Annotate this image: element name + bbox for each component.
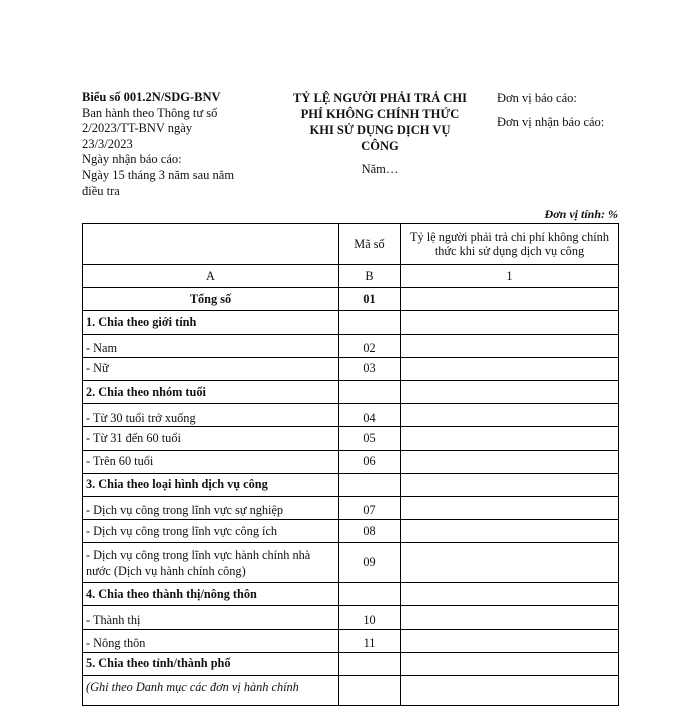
form-code: Biểu số 001.2N/SDG-BNV bbox=[82, 90, 221, 104]
row-note: (Ghi theo Danh mục các đơn vị hành chính bbox=[83, 676, 339, 706]
reporting-unit-label: Đơn vị báo cáo: bbox=[497, 91, 577, 105]
form-info-line: Ngày 15 tháng 3 năm sau năm bbox=[82, 167, 235, 182]
form-info-line: Ban hành theo Thông tư số bbox=[82, 105, 218, 120]
table-row bbox=[83, 520, 619, 543]
row-label: - Dịch vụ công trong lĩnh vực sự nghiệp bbox=[83, 496, 339, 519]
table-row bbox=[83, 629, 619, 652]
table-header-row bbox=[83, 224, 619, 265]
title-line: TỶ LỆ NGƯỜI PHẢI TRẢ CHI bbox=[293, 91, 467, 105]
unit-info bbox=[497, 90, 697, 130]
report-title bbox=[275, 90, 485, 177]
section-label: 2. Chia theo nhóm tuổi bbox=[83, 380, 339, 403]
row-code: 01 bbox=[339, 288, 401, 311]
report-table bbox=[82, 223, 619, 706]
row-value-cell bbox=[401, 496, 619, 519]
table-row bbox=[83, 450, 619, 473]
row-label: - Nữ bbox=[83, 357, 339, 380]
row-label: - Dịch vụ công trong lĩnh vực công ích bbox=[83, 520, 339, 543]
row-code bbox=[339, 583, 401, 606]
section-label: 1. Chia theo giới tính bbox=[83, 311, 339, 334]
form-info-line: 23/3/2023 bbox=[82, 136, 133, 151]
form-info bbox=[82, 90, 257, 199]
row-code: 11 bbox=[339, 629, 401, 652]
row-label: Tổng số bbox=[83, 288, 339, 311]
row-label: - Từ 31 đến 60 tuổi bbox=[83, 427, 339, 450]
row-value-cell bbox=[401, 520, 619, 543]
row-value-cell bbox=[401, 427, 619, 450]
row-code: 10 bbox=[339, 606, 401, 629]
row-value-cell bbox=[401, 629, 619, 652]
row-value-cell bbox=[401, 288, 619, 311]
row-label: - Dịch vụ công trong lĩnh vực hành chính nhà nước (Dịch vụ hành chính công) bbox=[83, 543, 339, 583]
table-row bbox=[83, 334, 619, 357]
row-value-cell bbox=[401, 606, 619, 629]
row-code: 08 bbox=[339, 520, 401, 543]
table-row bbox=[83, 676, 619, 706]
row-value-cell bbox=[401, 473, 619, 496]
row-code: 02 bbox=[339, 334, 401, 357]
row-code bbox=[339, 311, 401, 334]
table-row bbox=[83, 427, 619, 450]
col-letter-c: 1 bbox=[401, 265, 619, 288]
row-value-cell bbox=[401, 583, 619, 606]
row-code: 03 bbox=[339, 357, 401, 380]
table-section-row bbox=[83, 652, 619, 675]
row-label: - Từ 30 tuổi trở xuống bbox=[83, 404, 339, 427]
form-info-line: 2/2023/TT-BNV ngày bbox=[82, 121, 193, 136]
section-label: 3. Chia theo loại hình dịch vụ công bbox=[83, 473, 339, 496]
row-label: - Thành thị bbox=[83, 606, 339, 629]
row-code: 09 bbox=[339, 543, 401, 583]
row-code: 06 bbox=[339, 450, 401, 473]
table-row-total bbox=[83, 288, 619, 311]
row-value-cell bbox=[401, 380, 619, 403]
table-section-row bbox=[83, 311, 619, 334]
col-letter-b: B bbox=[339, 265, 401, 288]
row-value-cell bbox=[401, 311, 619, 334]
table-section-row bbox=[83, 583, 619, 606]
row-code bbox=[339, 652, 401, 675]
table-row bbox=[83, 404, 619, 427]
header-cell-label bbox=[83, 224, 339, 265]
row-value-cell bbox=[401, 652, 619, 675]
row-code bbox=[339, 473, 401, 496]
column-letter-row bbox=[83, 265, 619, 288]
row-value-cell bbox=[401, 543, 619, 583]
row-code: 05 bbox=[339, 427, 401, 450]
title-line: CÔNG bbox=[361, 139, 399, 153]
section-label: 4. Chia theo thành thị/nông thôn bbox=[83, 583, 339, 606]
col-letter-a: A bbox=[83, 265, 339, 288]
row-code: 07 bbox=[339, 496, 401, 519]
row-code: 04 bbox=[339, 404, 401, 427]
row-label: - Nông thôn bbox=[83, 629, 339, 652]
title-line: KHI SỬ DỤNG DỊCH VỤ bbox=[309, 123, 451, 137]
table-row bbox=[83, 496, 619, 519]
table-section-row bbox=[83, 473, 619, 496]
row-value-cell bbox=[401, 334, 619, 357]
form-info-line: điều tra bbox=[82, 183, 120, 198]
table-row bbox=[83, 543, 619, 583]
row-value-cell bbox=[401, 357, 619, 380]
row-value-cell bbox=[401, 450, 619, 473]
table-row bbox=[83, 606, 619, 629]
row-code bbox=[339, 676, 401, 706]
row-code bbox=[339, 380, 401, 403]
report-year: Năm… bbox=[361, 162, 399, 176]
header-cell-rate: Tỷ lệ người phải trả chi phí không chính thức khi sử dụng dịch vụ công bbox=[401, 224, 619, 265]
table-row bbox=[83, 357, 619, 380]
unit-note: Đơn vị tính: % bbox=[544, 207, 618, 221]
row-label: - Nam bbox=[83, 334, 339, 357]
row-label: - Trên 60 tuổi bbox=[83, 450, 339, 473]
row-value-cell bbox=[401, 404, 619, 427]
receiving-unit-label: Đơn vị nhận báo cáo: bbox=[497, 115, 605, 129]
row-value-cell bbox=[401, 676, 619, 706]
title-line: PHÍ KHÔNG CHÍNH THỨC bbox=[300, 107, 460, 121]
section-label: 5. Chia theo tỉnh/thành phố bbox=[83, 652, 339, 675]
header-cell-code: Mã số bbox=[339, 224, 401, 265]
form-info-line: Ngày nhận báo cáo: bbox=[82, 152, 182, 167]
table-section-row bbox=[83, 380, 619, 403]
